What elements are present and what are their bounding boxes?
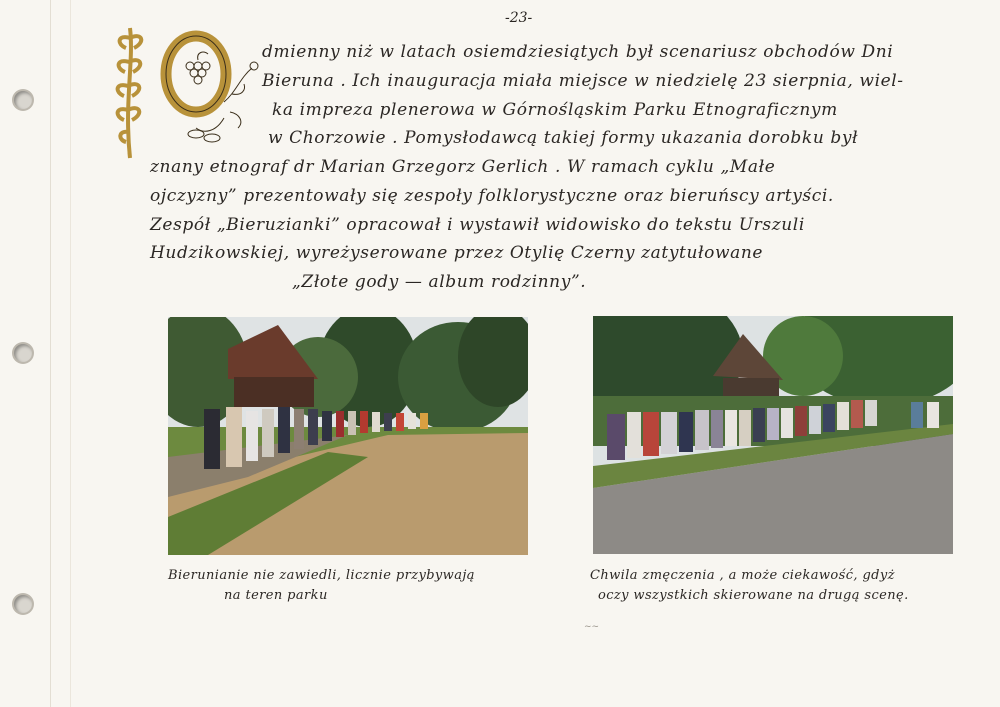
photo-caption: [168, 566, 475, 606]
text-line: Bieruna . Ich inauguracja miała miejsce w niedzielę 23 sierpnia, wiel-: [262, 71, 904, 91]
photo-caption: [590, 566, 909, 606]
text-line: ka impreza plenerowa w Górnośląskim Parku Etnograficznym: [272, 100, 838, 120]
decorated-initial: [112, 22, 262, 162]
text-line: „Złote gody — album rodzinny”.: [292, 272, 587, 292]
margin-line: [50, 0, 51, 707]
text-line: Hudzikowskiej, wyreżyserowane przez Otylię Czerny zatytułowane: [150, 243, 764, 263]
binder-hole: [14, 595, 32, 613]
text-line: w Chorzowie . Pomysłodawcą takiej formy ukazania dorobku był: [268, 128, 859, 148]
page-number: -23-: [505, 10, 533, 26]
caption-line: na teren parku: [224, 588, 328, 603]
margin-line: [70, 0, 71, 707]
binder-hole: [14, 344, 32, 362]
caption-line: Chwila zmęczenia , a może ciekawość, gdyż: [590, 568, 895, 583]
photo-procession: [168, 317, 528, 555]
text-line: znany etnograf dr Marian Grzegorz Gerlich . W ramach cyklu „Małe: [150, 157, 776, 177]
ornament-icon: [112, 22, 262, 162]
text-line: ojczyzny” prezentowały się zespoły folklorystyczne oraz bieruńscy artyści.: [150, 186, 834, 206]
pencil-mark: ~~: [584, 622, 600, 632]
text-line: Zespół „Bieruzianki” opracował i wystawił widowisko do tekstu Urszuli: [150, 215, 805, 235]
caption-line: Bierunianie nie zawiedli, licznie przybywają: [168, 568, 475, 583]
binder-hole: [14, 91, 32, 109]
photo-audience: [593, 316, 953, 554]
text-line: dmienny niż w latach osiemdziesiątych był scenariusz obchodów Dni: [262, 42, 894, 62]
caption-line: oczy wszystkich skierowane na drugą scenę.: [598, 588, 909, 603]
